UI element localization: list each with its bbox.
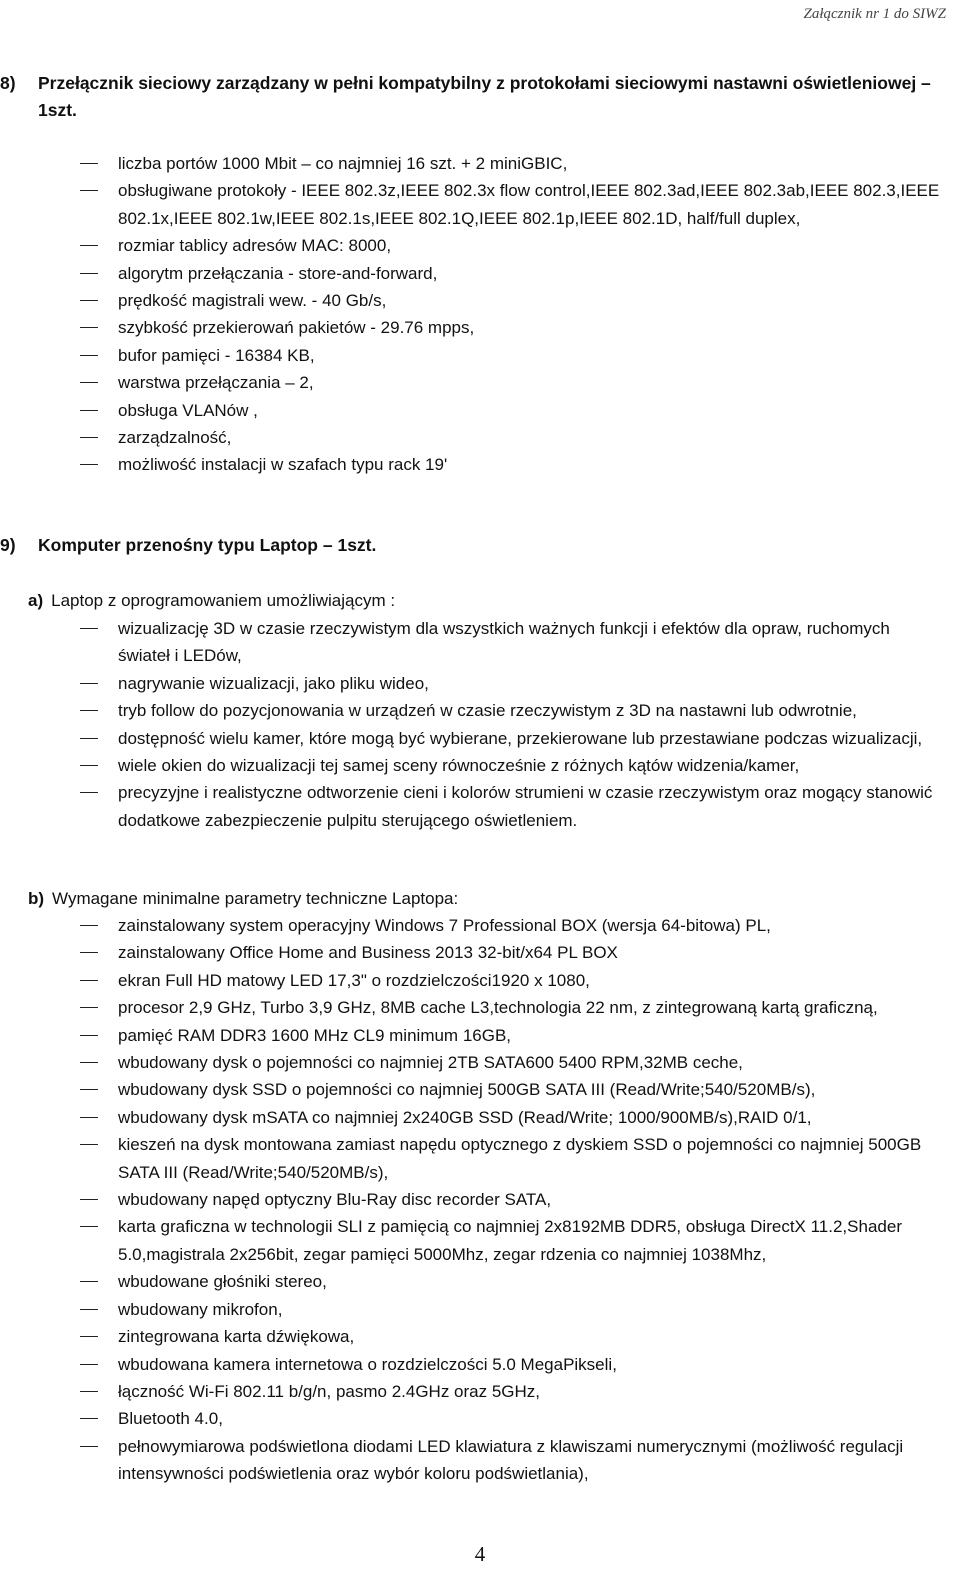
list-item — [0, 752, 960, 779]
list-item-text: zainstalowany system operacyjny Windows 7 Professional BOX (wersja 64-bitowa) PL, — [118, 916, 771, 935]
list-item-text: pamięć RAM DDR3 1600 MHz CL9 minimum 16GB, — [118, 1025, 512, 1045]
list-item-text: obsługa VLANów , — [118, 400, 258, 420]
list-item — [0, 287, 960, 314]
list-item-text: Bluetooth 4.0, — [118, 1409, 223, 1429]
list-item — [0, 1076, 960, 1103]
dash-bullet-icon — [80, 355, 98, 356]
list-item — [0, 1131, 960, 1186]
subsection-a-label: a) — [28, 591, 44, 610]
list-item — [0, 1186, 960, 1213]
list-item — [0, 1378, 960, 1405]
list-item — [0, 1405, 960, 1432]
list-item-text: liczba portów 1000 Mbit – co najmniej 16 szt. + 2 miniGBIC, — [118, 154, 568, 173]
list-item — [0, 994, 960, 1021]
dash-bullet-icon — [80, 382, 98, 383]
section-8-title-text: Przełącznik sieciowy zarządzany w pełni kompatybilny z protokołami sieciowymi nastawni oświetleniowej – 1szt. — [38, 73, 931, 120]
dash-bullet-icon — [80, 765, 98, 766]
dash-bullet-icon — [80, 1117, 98, 1118]
subsection-b-list — [0, 912, 960, 1488]
list-item — [0, 369, 960, 396]
dash-bullet-icon — [80, 1035, 98, 1036]
page-number: 4 — [474, 1542, 486, 1566]
list-item — [0, 397, 960, 424]
list-item — [0, 1049, 960, 1076]
list-item — [0, 1213, 960, 1268]
dash-bullet-icon — [80, 952, 98, 953]
dash-bullet-icon — [80, 1391, 98, 1392]
list-item — [0, 1433, 960, 1488]
list-item — [0, 1022, 960, 1049]
list-item-text: precyzyjne i realistyczne odtworzenie cieni i kolorów strumieni w czasie rzeczywistym oraz mogący stanowić dodatkowe zabezpieczenie pulpitu sterującego oświetleniem. — [118, 783, 933, 830]
dash-bullet-icon — [80, 1364, 98, 1365]
subsection-b-title — [28, 885, 458, 912]
dash-bullet-icon — [80, 1309, 98, 1310]
subsection-b-label: b) — [28, 889, 45, 908]
dash-bullet-icon — [80, 464, 98, 465]
list-item — [0, 1104, 960, 1131]
list-item-text: wbudowany dysk o pojemności co najmniej 2TB SATA600 5400 RPM,32MB ceche, — [118, 1053, 743, 1073]
dash-bullet-icon — [80, 1446, 98, 1447]
subsection-a-text: Laptop z oprogramowaniem umożliwiającym : — [51, 591, 396, 610]
list-item — [0, 912, 960, 939]
section-8-list — [0, 150, 960, 479]
list-item — [0, 177, 960, 232]
dash-bullet-icon — [80, 1007, 98, 1008]
list-item-text: wiele okien do wizualizacji tej samej sceny równocześnie z różnych kątów widzenia/kamer, — [118, 756, 800, 776]
list-item-text: procesor 2,9 GHz, Turbo 3,9 GHz, 8MB cache L3,technologia 22 nm, z zintegrowaną kartą graficzną, — [118, 998, 878, 1018]
dash-bullet-icon — [80, 1062, 98, 1063]
list-item — [0, 615, 960, 670]
dash-bullet-icon — [80, 1281, 98, 1282]
list-item-text: bufor pamięci - 16384 KB, — [118, 345, 315, 365]
list-item-text: prędkość magistrali wew. - 40 Gb/s, — [118, 291, 387, 311]
list-item-text: wbudowany dysk mSATA co najmniej 2x240GB SSD (Read/Write; 1000/900MB/s),RAID 0/1, — [118, 1107, 812, 1127]
dash-bullet-icon — [80, 683, 98, 684]
list-item — [0, 260, 960, 287]
list-item-text: algorytm przełączania - store-and-forward, — [118, 263, 438, 283]
list-item — [0, 697, 960, 724]
dash-bullet-icon — [80, 1418, 98, 1419]
list-item-text: nagrywanie wizualizacji, jako pliku wideo, — [118, 673, 429, 693]
list-item — [0, 1296, 960, 1323]
list-item-text: wbudowany dysk SSD o pojemności co najmniej 500GB SATA III (Read/Write;540/520MB/s), — [118, 1080, 816, 1100]
dash-bullet-icon — [80, 273, 98, 274]
list-item-text: zintegrowana karta dźwiękowa, — [118, 1327, 355, 1347]
section-9-title — [0, 532, 940, 559]
dash-bullet-icon — [80, 1226, 98, 1227]
dash-bullet-icon — [80, 628, 98, 629]
list-item — [0, 424, 960, 451]
dash-bullet-icon — [80, 1336, 98, 1337]
subsection-a-title — [28, 587, 395, 614]
dash-bullet-icon — [80, 163, 98, 164]
dash-bullet-icon — [80, 925, 98, 926]
list-item — [0, 725, 960, 752]
list-item-text: łączność Wi-Fi 802.11 b/g/n, pasmo 2.4GHz oraz 5GHz, — [118, 1381, 541, 1401]
section-9-number: 9) — [0, 535, 16, 555]
list-item — [0, 967, 960, 994]
list-item-text: dostępność wielu kamer, które mogą być wybierane, przekierowane lub przestawiane podczas wizualizacji, — [118, 728, 923, 748]
list-item-text: wbudowany mikrofon, — [118, 1299, 283, 1319]
list-item — [0, 939, 960, 966]
attachment-header: Załącznik nr 1 do SIWZ — [803, 6, 946, 22]
list-item-text: zainstalowany Office Home and Business 2013 32-bit/x64 PL BOX — [118, 943, 618, 963]
list-item-text: kieszeń na dysk montowana zamiast napędu optycznego z dyskiem SSD o pojemności co najmniej 500GB SATA III (Read/Write;540/520MB/s), — [118, 1135, 922, 1182]
section-9-title-text: Komputer przenośny typu Laptop – 1szt. — [38, 535, 377, 555]
list-item — [0, 232, 960, 259]
subsection-a-list — [0, 615, 960, 834]
list-item — [0, 1268, 960, 1295]
section-8-number: 8) — [0, 73, 16, 93]
dash-bullet-icon — [80, 437, 98, 438]
list-item-text: pełnowymiarowa podświetlona diodami LED klawiatura z klawiszami numerycznymi (możliwość regulacji intensywności podświetlenia oraz wybór koloru podświetlania), — [118, 1436, 904, 1484]
list-item — [0, 342, 960, 369]
dash-bullet-icon — [80, 327, 98, 328]
dash-bullet-icon — [80, 245, 98, 246]
list-item-text: wbudowany napęd optyczny Blu-Ray disc recorder SATA, — [118, 1190, 552, 1210]
list-item-text: warstwa przełączania – 2, — [118, 373, 314, 393]
list-item-text: wbudowane głośniki stereo, — [118, 1272, 327, 1292]
list-item — [0, 779, 960, 834]
list-item-text: karta graficzna w technologii SLI z pamięcią co najmniej 2x8192MB DDR5, obsługa DirectX 11.2,Shader 5.0,magistrala 2x256bit, zegar pamięci 5000Mhz, zegar rdzenia co najmniej 1038Mhz, — [118, 1217, 902, 1264]
dash-bullet-icon — [80, 300, 98, 301]
dash-bullet-icon — [80, 1199, 98, 1200]
dash-bullet-icon — [80, 190, 98, 191]
dash-bullet-icon — [80, 1144, 98, 1145]
subsection-b-text: Wymagane minimalne parametry techniczne Laptopa: — [52, 889, 459, 908]
list-item-text: ekran Full HD matowy LED 17,3" o rozdzielczości1920 x 1080, — [118, 970, 590, 990]
list-item-text: obsługiwane protokoły - IEEE 802.3z,IEEE 802.3x flow control,IEEE 802.3ad,IEEE 802.3ab,IEEE 802.3,IEEE 802.1x,IEEE 802.1w,IEEE 802.1s,IEEE 802.1Q,IEEE 802.1p,IEEE 802.1D, half/full duplex, — [118, 181, 940, 228]
list-item-text: wbudowana kamera internetowa o rozdzielczości 5.0 MegaPikseli, — [118, 1354, 617, 1374]
list-item-text: szybkość przekierowań pakietów - 29.76 mpps, — [118, 318, 475, 338]
dash-bullet-icon — [80, 792, 98, 793]
list-item-text: tryb follow do pozycjonowania w urządzeń w czasie rzeczywistym z 3D na nastawni lub odwrotnie, — [118, 701, 857, 721]
section-8-title — [0, 70, 940, 124]
list-item — [0, 150, 960, 177]
list-item — [0, 670, 960, 697]
dash-bullet-icon — [80, 1089, 98, 1090]
list-item — [0, 314, 960, 341]
dash-bullet-icon — [80, 980, 98, 981]
list-item-text: możliwość instalacji w szafach typu rack 19' — [118, 455, 448, 475]
list-item — [0, 451, 960, 478]
list-item — [0, 1323, 960, 1350]
dash-bullet-icon — [80, 710, 98, 711]
list-item-text: wizualizację 3D w czasie rzeczywistym dla wszystkich ważnych funkcji i efektów dla opraw, ruchomych świateł i LEDów, — [118, 619, 890, 666]
dash-bullet-icon — [80, 738, 98, 739]
list-item-text: zarządzalność, — [118, 428, 232, 448]
dash-bullet-icon — [80, 410, 98, 411]
list-item — [0, 1351, 960, 1378]
list-item-text: rozmiar tablicy adresów MAC: 8000, — [118, 236, 392, 256]
